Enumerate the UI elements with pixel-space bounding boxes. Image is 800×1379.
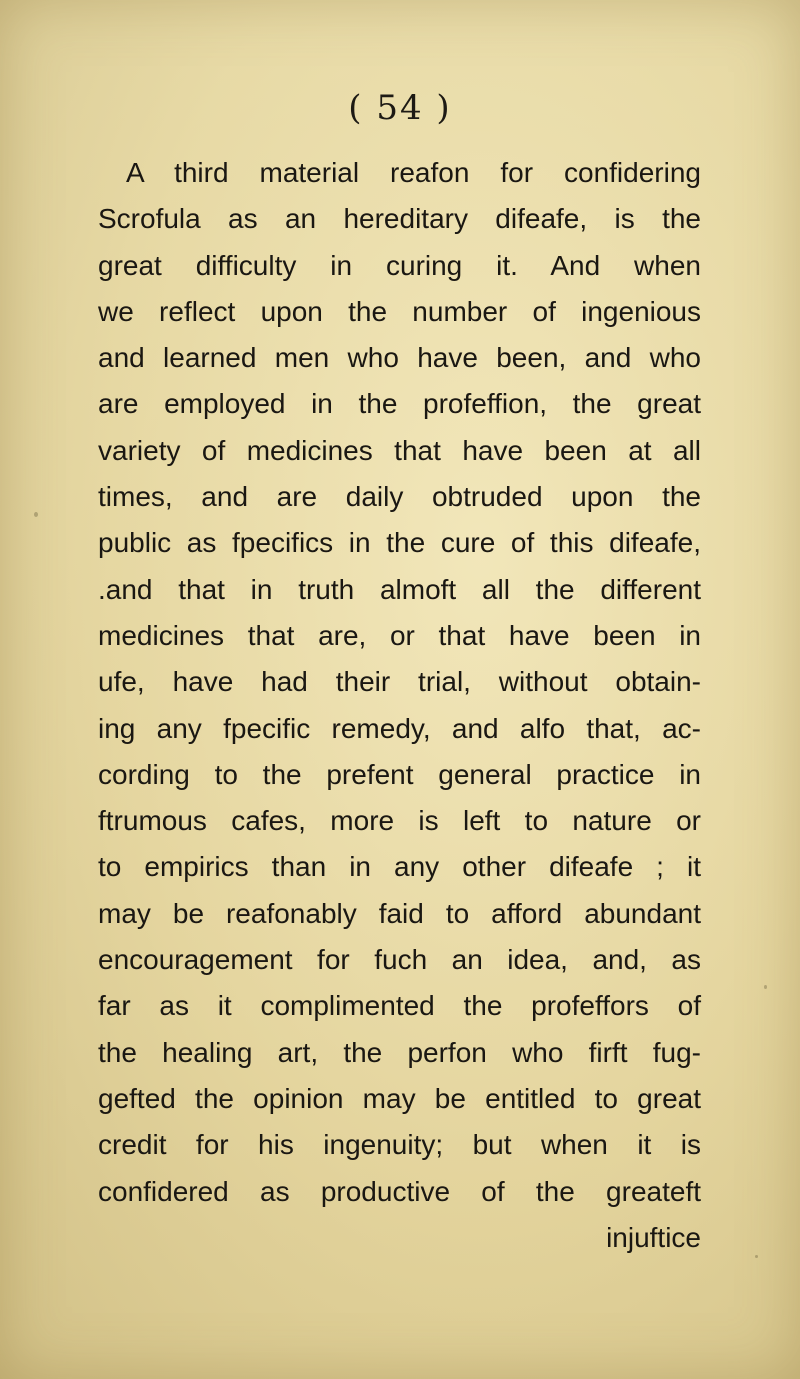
text-line: encouragement for fuch an idea, and, as — [98, 944, 701, 976]
text-line: A third material reafon for confidering — [126, 157, 701, 188]
paper-speck — [755, 1255, 758, 1258]
text-line: are employed in the profeffion, the great — [98, 388, 701, 420]
text-line: .and that in truth almoft all the different — [98, 573, 701, 605]
text-line: the healing art, the perfon who firft fug- — [98, 1036, 701, 1068]
text-line: times, and are daily obtruded upon the — [98, 481, 701, 513]
text-line: ftrumous cafes, more is left to nature or — [98, 805, 701, 837]
text-line: public as fpecifics in the cure of this difeafe, — [98, 527, 701, 559]
text-line: credit for his ingenuity; but when it is — [98, 1129, 701, 1161]
text-line: may be reafonably faid to afford abundant — [98, 897, 701, 929]
text-line: ing any fpecific remedy, and alfo that, ac- — [98, 712, 701, 744]
text-line: to empirics than in any other difeafe ; it — [98, 851, 701, 883]
text-line: confidered as productive of the greateft — [98, 1175, 701, 1207]
text-line: far as it complimented the profeffors of — [98, 990, 701, 1022]
text-line: variety of medicines that have been at all — [98, 434, 701, 466]
text-line: Scrofula as an hereditary difeafe, is the — [98, 203, 701, 235]
text-line: ufe, have had their trial, without obtain- — [98, 666, 701, 698]
text-line: medicines that are, or that have been in — [98, 619, 701, 651]
catchword: injuftice — [606, 1221, 701, 1253]
paper-speck — [764, 985, 767, 989]
text-line: we reflect upon the number of ingenious — [98, 295, 701, 327]
text-line: cording to the prefent general practice in — [98, 758, 701, 790]
paper-speck — [34, 512, 38, 517]
text-line: and learned men who have been, and who — [98, 342, 701, 374]
body-text — [98, 150, 701, 1261]
page-number: ( 54 ) — [348, 88, 452, 128]
text-line: great difficulty in curing it. And when — [98, 249, 701, 281]
text-line: gefted the opinion may be entitled to great — [98, 1082, 701, 1114]
